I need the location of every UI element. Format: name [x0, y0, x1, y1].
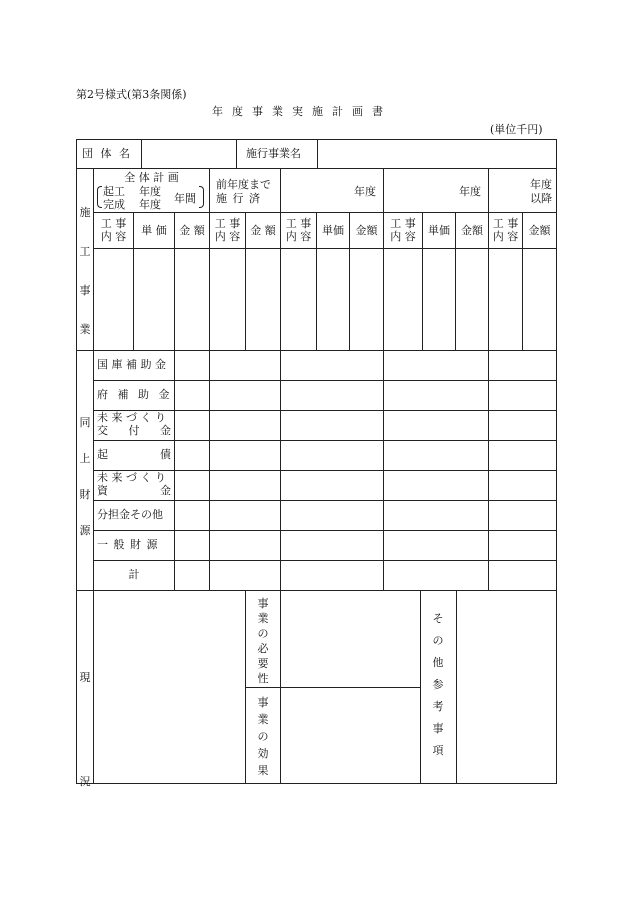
- unit-price-1: 単 価: [141, 224, 167, 237]
- left-brace-icon: [97, 186, 102, 208]
- complete-label: 完成: [103, 198, 125, 211]
- work-content-5b: 内 容: [492, 230, 519, 243]
- fund-item-future-fund-2: 資 金: [97, 484, 171, 497]
- amount-1: 金 額: [179, 224, 205, 237]
- start-label: 起工: [103, 185, 125, 198]
- unit-label: (単位千円): [490, 123, 543, 136]
- work-content-4b: 内 容: [390, 230, 416, 243]
- rule-label-column: [93, 168, 94, 784]
- fund-item-future-fund-1: 未 来 づ く り: [97, 471, 166, 484]
- table-border-left: [76, 139, 77, 784]
- org-name-label: 団 体 名: [82, 147, 132, 160]
- rule-fund-end: [76, 590, 557, 591]
- rule-r1-c: [317, 139, 318, 169]
- overall-plan-label: 全 体 計 画: [124, 171, 179, 184]
- years-label: 年間: [174, 192, 196, 205]
- amount-2: 金 額: [250, 224, 276, 237]
- unit-price-3: 単価: [322, 224, 344, 237]
- complete-year-suffix: 年度: [139, 198, 161, 211]
- fund-item-share: 分担金その他: [97, 508, 163, 521]
- necessity-label: 事業の必要性: [257, 597, 269, 685]
- amount-4: 金額: [461, 224, 483, 237]
- form-number-label: 第2号様式(第3条関係): [76, 88, 187, 101]
- year-col-2-label: 年度: [459, 185, 481, 198]
- rule-status-1: [245, 590, 246, 784]
- table-border-right: [556, 139, 557, 784]
- other-notes-label: その他参考事項: [432, 612, 444, 757]
- rule-status-mid: [245, 687, 420, 688]
- unit-price-4: 単価: [428, 224, 450, 237]
- rule-fund-col: [174, 350, 175, 591]
- work-content-1a: 工 事: [100, 217, 127, 230]
- amount-5: 金額: [528, 224, 551, 237]
- fund-item-future-grant-1: 未 来 づ く り: [97, 411, 166, 424]
- construction-section-label: 施工事業: [79, 206, 91, 336]
- fund-item-prefecture: 府 補 助 金: [97, 388, 173, 401]
- fund-item-national: 国 庫 補 助 金: [97, 358, 166, 371]
- effect-label: 事業の効果: [257, 696, 269, 777]
- work-content-2a: 工 事: [214, 217, 241, 230]
- work-content-4a: 工 事: [390, 217, 416, 230]
- document-title: 年度事業実施計画書: [212, 105, 392, 118]
- fund-item-bond: 起 債: [97, 448, 171, 461]
- amount-3: 金額: [355, 224, 378, 237]
- status-section-label: 現況: [79, 671, 91, 788]
- year-col-1-label: 年度: [354, 185, 376, 198]
- rule-status-4: [456, 590, 457, 784]
- project-name-label: 施行事業名: [246, 147, 301, 160]
- funding-section-label: 同上財源: [79, 416, 91, 537]
- fund-item-general: 一 般 財 源: [97, 538, 159, 551]
- rule-status-2: [280, 590, 281, 784]
- prev-years-label-1: 前年度まで: [216, 178, 271, 191]
- work-content-3a: 工 事: [285, 217, 312, 230]
- year-col-3-label-2: 以降: [530, 192, 552, 205]
- right-brace-icon: [199, 186, 204, 208]
- work-content-1b: 内 容: [100, 230, 127, 243]
- work-content-2b: 内 容: [214, 230, 241, 243]
- fund-item-future-grant-2: 交 付 金: [97, 424, 171, 437]
- fund-item-total: 計: [128, 568, 140, 581]
- table-border-bottom: [76, 783, 557, 784]
- work-content-5a: 工 事: [492, 217, 519, 230]
- rule-r1-b: [236, 139, 237, 169]
- rule-r1-a: [141, 139, 142, 169]
- year-col-3-label-1: 年度: [530, 178, 552, 191]
- start-year-suffix: 年度: [139, 185, 161, 198]
- rule-status-3: [420, 590, 421, 784]
- work-content-3b: 内 容: [285, 230, 312, 243]
- prev-years-label-2: 施 行 済: [216, 192, 261, 205]
